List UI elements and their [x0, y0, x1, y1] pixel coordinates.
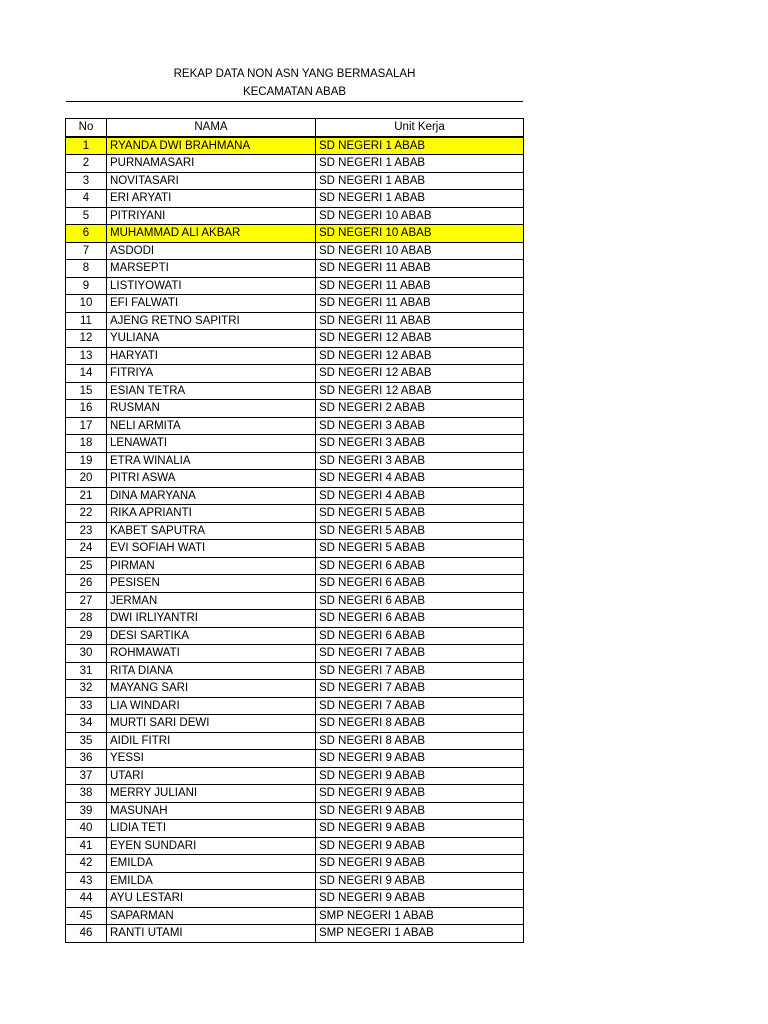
row-unit-kerja: SD NEGERI 11 ABAB	[316, 260, 524, 278]
row-nama: FITRIYA	[107, 365, 316, 383]
table-row	[66, 732, 524, 750]
row-number: 9	[66, 277, 107, 295]
row-unit-kerja: SD NEGERI 11 ABAB	[316, 312, 524, 330]
row-nama: MAYANG SARI	[107, 680, 316, 698]
row-unit-kerja: SD NEGERI 9 ABAB	[316, 767, 524, 785]
row-nama: AIDIL FITRI	[107, 732, 316, 750]
table-row	[66, 802, 524, 820]
row-number: 20	[66, 470, 107, 488]
row-unit-kerja: SD NEGERI 9 ABAB	[316, 890, 524, 908]
table-row	[66, 295, 524, 313]
row-nama: MASUNAH	[107, 802, 316, 820]
row-number: 33	[66, 697, 107, 715]
row-number: 45	[66, 907, 107, 925]
table-header-row	[66, 119, 524, 137]
row-number: 14	[66, 365, 107, 383]
table-row	[66, 155, 524, 173]
row-nama: JERMAN	[107, 592, 316, 610]
row-number: 40	[66, 820, 107, 838]
table-row	[66, 505, 524, 523]
table-row	[66, 435, 524, 453]
table-row	[66, 610, 524, 628]
row-number: 25	[66, 557, 107, 575]
row-unit-kerja: SD NEGERI 6 ABAB	[316, 557, 524, 575]
row-unit-kerja: SMP NEGERI 1 ABAB	[316, 907, 524, 925]
table-row	[66, 645, 524, 663]
row-nama: EMILDA	[107, 872, 316, 890]
row-nama: RIKA APRIANTI	[107, 505, 316, 523]
row-unit-kerja: SD NEGERI 6 ABAB	[316, 610, 524, 628]
row-number: 32	[66, 680, 107, 698]
row-number: 38	[66, 785, 107, 803]
row-nama: YESSI	[107, 750, 316, 768]
row-nama: EMILDA	[107, 855, 316, 873]
table-row	[66, 767, 524, 785]
row-unit-kerja: SD NEGERI 7 ABAB	[316, 697, 524, 715]
row-unit-kerja: SD NEGERI 1 ABAB	[316, 172, 524, 190]
row-unit-kerja: SD NEGERI 3 ABAB	[316, 452, 524, 470]
row-nama: DESI SARTIKA	[107, 627, 316, 645]
row-number: 39	[66, 802, 107, 820]
row-number: 26	[66, 575, 107, 593]
row-nama: DINA MARYANA	[107, 487, 316, 505]
row-unit-kerja: SD NEGERI 2 ABAB	[316, 400, 524, 418]
table-row	[66, 312, 524, 330]
title-underline	[66, 101, 523, 102]
row-nama: HARYATI	[107, 347, 316, 365]
row-unit-kerja: SD NEGERI 4 ABAB	[316, 487, 524, 505]
column-header-nama: NAMA	[107, 119, 316, 137]
row-number: 28	[66, 610, 107, 628]
row-number: 11	[66, 312, 107, 330]
table-row	[66, 400, 524, 418]
row-number: 21	[66, 487, 107, 505]
table-row	[66, 470, 524, 488]
row-unit-kerja: SD NEGERI 1 ABAB	[316, 155, 524, 173]
row-nama: LIA WINDARI	[107, 697, 316, 715]
row-unit-kerja: SD NEGERI 9 ABAB	[316, 837, 524, 855]
table-row	[66, 907, 524, 925]
row-unit-kerja: SD NEGERI 12 ABAB	[316, 382, 524, 400]
row-nama: PURNAMASARI	[107, 155, 316, 173]
row-nama: PESISEN	[107, 575, 316, 593]
row-number: 12	[66, 330, 107, 348]
row-nama: MURTI SARI DEWI	[107, 715, 316, 733]
row-nama: EFI FALWATI	[107, 295, 316, 313]
row-unit-kerja: SD NEGERI 6 ABAB	[316, 592, 524, 610]
row-number: 36	[66, 750, 107, 768]
table-row	[66, 820, 524, 838]
row-nama: NELI ARMITA	[107, 417, 316, 435]
row-number: 34	[66, 715, 107, 733]
row-nama: ASDODI	[107, 242, 316, 260]
row-number: 37	[66, 767, 107, 785]
row-unit-kerja: SD NEGERI 11 ABAB	[316, 277, 524, 295]
column-header-no: No	[66, 119, 107, 137]
row-number: 18	[66, 435, 107, 453]
row-unit-kerja: SD NEGERI 9 ABAB	[316, 750, 524, 768]
row-unit-kerja: SD NEGERI 1 ABAB	[316, 190, 524, 208]
row-unit-kerja: SD NEGERI 12 ABAB	[316, 365, 524, 383]
row-number: 8	[66, 260, 107, 278]
row-unit-kerja: SD NEGERI 5 ABAB	[316, 505, 524, 523]
row-nama: MERRY JULIANI	[107, 785, 316, 803]
row-number: 13	[66, 347, 107, 365]
table-body	[66, 137, 524, 943]
row-number: 27	[66, 592, 107, 610]
table-row	[66, 242, 524, 260]
row-number: 43	[66, 872, 107, 890]
table-row	[66, 487, 524, 505]
row-unit-kerja: SD NEGERI 10 ABAB	[316, 242, 524, 260]
row-nama: LENAWATI	[107, 435, 316, 453]
row-unit-kerja: SD NEGERI 3 ABAB	[316, 417, 524, 435]
table-row	[66, 137, 524, 155]
table-row	[66, 715, 524, 733]
row-number: 6	[66, 225, 107, 243]
table-row	[66, 837, 524, 855]
row-nama: PIRMAN	[107, 557, 316, 575]
row-number: 5	[66, 207, 107, 225]
table-row	[66, 592, 524, 610]
row-number: 42	[66, 855, 107, 873]
row-unit-kerja: SD NEGERI 8 ABAB	[316, 715, 524, 733]
row-unit-kerja: SD NEGERI 9 ABAB	[316, 872, 524, 890]
table-row	[66, 207, 524, 225]
column-header-unit-kerja: Unit Kerja	[316, 119, 524, 137]
table-row	[66, 785, 524, 803]
row-nama: ETRA WINALIA	[107, 452, 316, 470]
row-nama: NOVITASARI	[107, 172, 316, 190]
row-unit-kerja: SD NEGERI 12 ABAB	[316, 347, 524, 365]
table-row	[66, 260, 524, 278]
row-nama: AYU LESTARI	[107, 890, 316, 908]
table-row	[66, 365, 524, 383]
row-nama: ROHMAWATI	[107, 645, 316, 663]
row-number: 44	[66, 890, 107, 908]
document-title: REKAP DATA NON ASN YANG BERMASALAH	[173, 68, 416, 80]
table-row	[66, 382, 524, 400]
row-unit-kerja: SMP NEGERI 1 ABAB	[316, 925, 524, 943]
table-row	[66, 680, 524, 698]
row-nama: MARSEPTI	[107, 260, 316, 278]
table-row	[66, 890, 524, 908]
row-nama: EYEN SUNDARI	[107, 837, 316, 855]
row-unit-kerja: SD NEGERI 11 ABAB	[316, 295, 524, 313]
row-number: 24	[66, 540, 107, 558]
row-unit-kerja: SD NEGERI 9 ABAB	[316, 802, 524, 820]
row-number: 30	[66, 645, 107, 663]
row-nama: MUHAMMAD ALI AKBAR	[107, 225, 316, 243]
table-row	[66, 172, 524, 190]
table-row	[66, 277, 524, 295]
table-row	[66, 190, 524, 208]
row-nama: RUSMAN	[107, 400, 316, 418]
row-number: 1	[66, 137, 107, 155]
table-row	[66, 347, 524, 365]
row-unit-kerja: SD NEGERI 4 ABAB	[316, 470, 524, 488]
table-row	[66, 855, 524, 873]
row-number: 46	[66, 925, 107, 943]
row-number: 15	[66, 382, 107, 400]
row-nama: ESIAN TETRA	[107, 382, 316, 400]
row-unit-kerja: SD NEGERI 7 ABAB	[316, 662, 524, 680]
row-unit-kerja: SD NEGERI 6 ABAB	[316, 575, 524, 593]
row-unit-kerja: SD NEGERI 3 ABAB	[316, 435, 524, 453]
row-nama: SAPARMAN	[107, 907, 316, 925]
table-row	[66, 452, 524, 470]
row-nama: ERI ARYATI	[107, 190, 316, 208]
row-nama: LISTIYOWATI	[107, 277, 316, 295]
row-nama: AJENG RETNO SAPITRI	[107, 312, 316, 330]
row-number: 41	[66, 837, 107, 855]
row-unit-kerja: SD NEGERI 6 ABAB	[316, 627, 524, 645]
row-number: 29	[66, 627, 107, 645]
row-nama: PITRIYANI	[107, 207, 316, 225]
row-unit-kerja: SD NEGERI 5 ABAB	[316, 522, 524, 540]
row-unit-kerja: SD NEGERI 8 ABAB	[316, 732, 524, 750]
row-nama: KABET SAPUTRA	[107, 522, 316, 540]
table-row	[66, 225, 524, 243]
row-nama: EVI SOFIAH WATI	[107, 540, 316, 558]
table-row	[66, 557, 524, 575]
row-number: 23	[66, 522, 107, 540]
table-row	[66, 662, 524, 680]
table-row	[66, 330, 524, 348]
row-unit-kerja: SD NEGERI 12 ABAB	[316, 330, 524, 348]
row-unit-kerja: SD NEGERI 9 ABAB	[316, 785, 524, 803]
document-subtitle: KECAMATAN ABAB	[242, 86, 347, 98]
row-nama: RYANDA DWI BRAHMANA	[107, 137, 316, 155]
row-unit-kerja: SD NEGERI 10 ABAB	[316, 225, 524, 243]
row-unit-kerja: SD NEGERI 5 ABAB	[316, 540, 524, 558]
row-number: 3	[66, 172, 107, 190]
row-unit-kerja: SD NEGERI 9 ABAB	[316, 855, 524, 873]
row-number: 31	[66, 662, 107, 680]
row-nama: YULIANA	[107, 330, 316, 348]
rekap-table	[65, 118, 524, 943]
row-number: 16	[66, 400, 107, 418]
table-row	[66, 697, 524, 715]
row-unit-kerja: SD NEGERI 7 ABAB	[316, 645, 524, 663]
table-row	[66, 872, 524, 890]
row-nama: PITRI ASWA	[107, 470, 316, 488]
row-number: 35	[66, 732, 107, 750]
row-unit-kerja: SD NEGERI 9 ABAB	[316, 820, 524, 838]
row-number: 2	[66, 155, 107, 173]
row-number: 17	[66, 417, 107, 435]
table-row	[66, 925, 524, 943]
row-nama: UTARI	[107, 767, 316, 785]
row-number: 19	[66, 452, 107, 470]
table-row	[66, 540, 524, 558]
row-unit-kerja: SD NEGERI 10 ABAB	[316, 207, 524, 225]
table-row	[66, 522, 524, 540]
row-nama: RANTI UTAMI	[107, 925, 316, 943]
row-number: 10	[66, 295, 107, 313]
table-row	[66, 750, 524, 768]
table-row	[66, 417, 524, 435]
row-nama: DWI IRLIYANTRI	[107, 610, 316, 628]
table-row	[66, 627, 524, 645]
row-unit-kerja: SD NEGERI 1 ABAB	[316, 137, 524, 155]
row-number: 4	[66, 190, 107, 208]
row-number: 7	[66, 242, 107, 260]
row-nama: LIDIA TETI	[107, 820, 316, 838]
table-row	[66, 575, 524, 593]
row-unit-kerja: SD NEGERI 7 ABAB	[316, 680, 524, 698]
row-nama: RITA DIANA	[107, 662, 316, 680]
row-number: 22	[66, 505, 107, 523]
